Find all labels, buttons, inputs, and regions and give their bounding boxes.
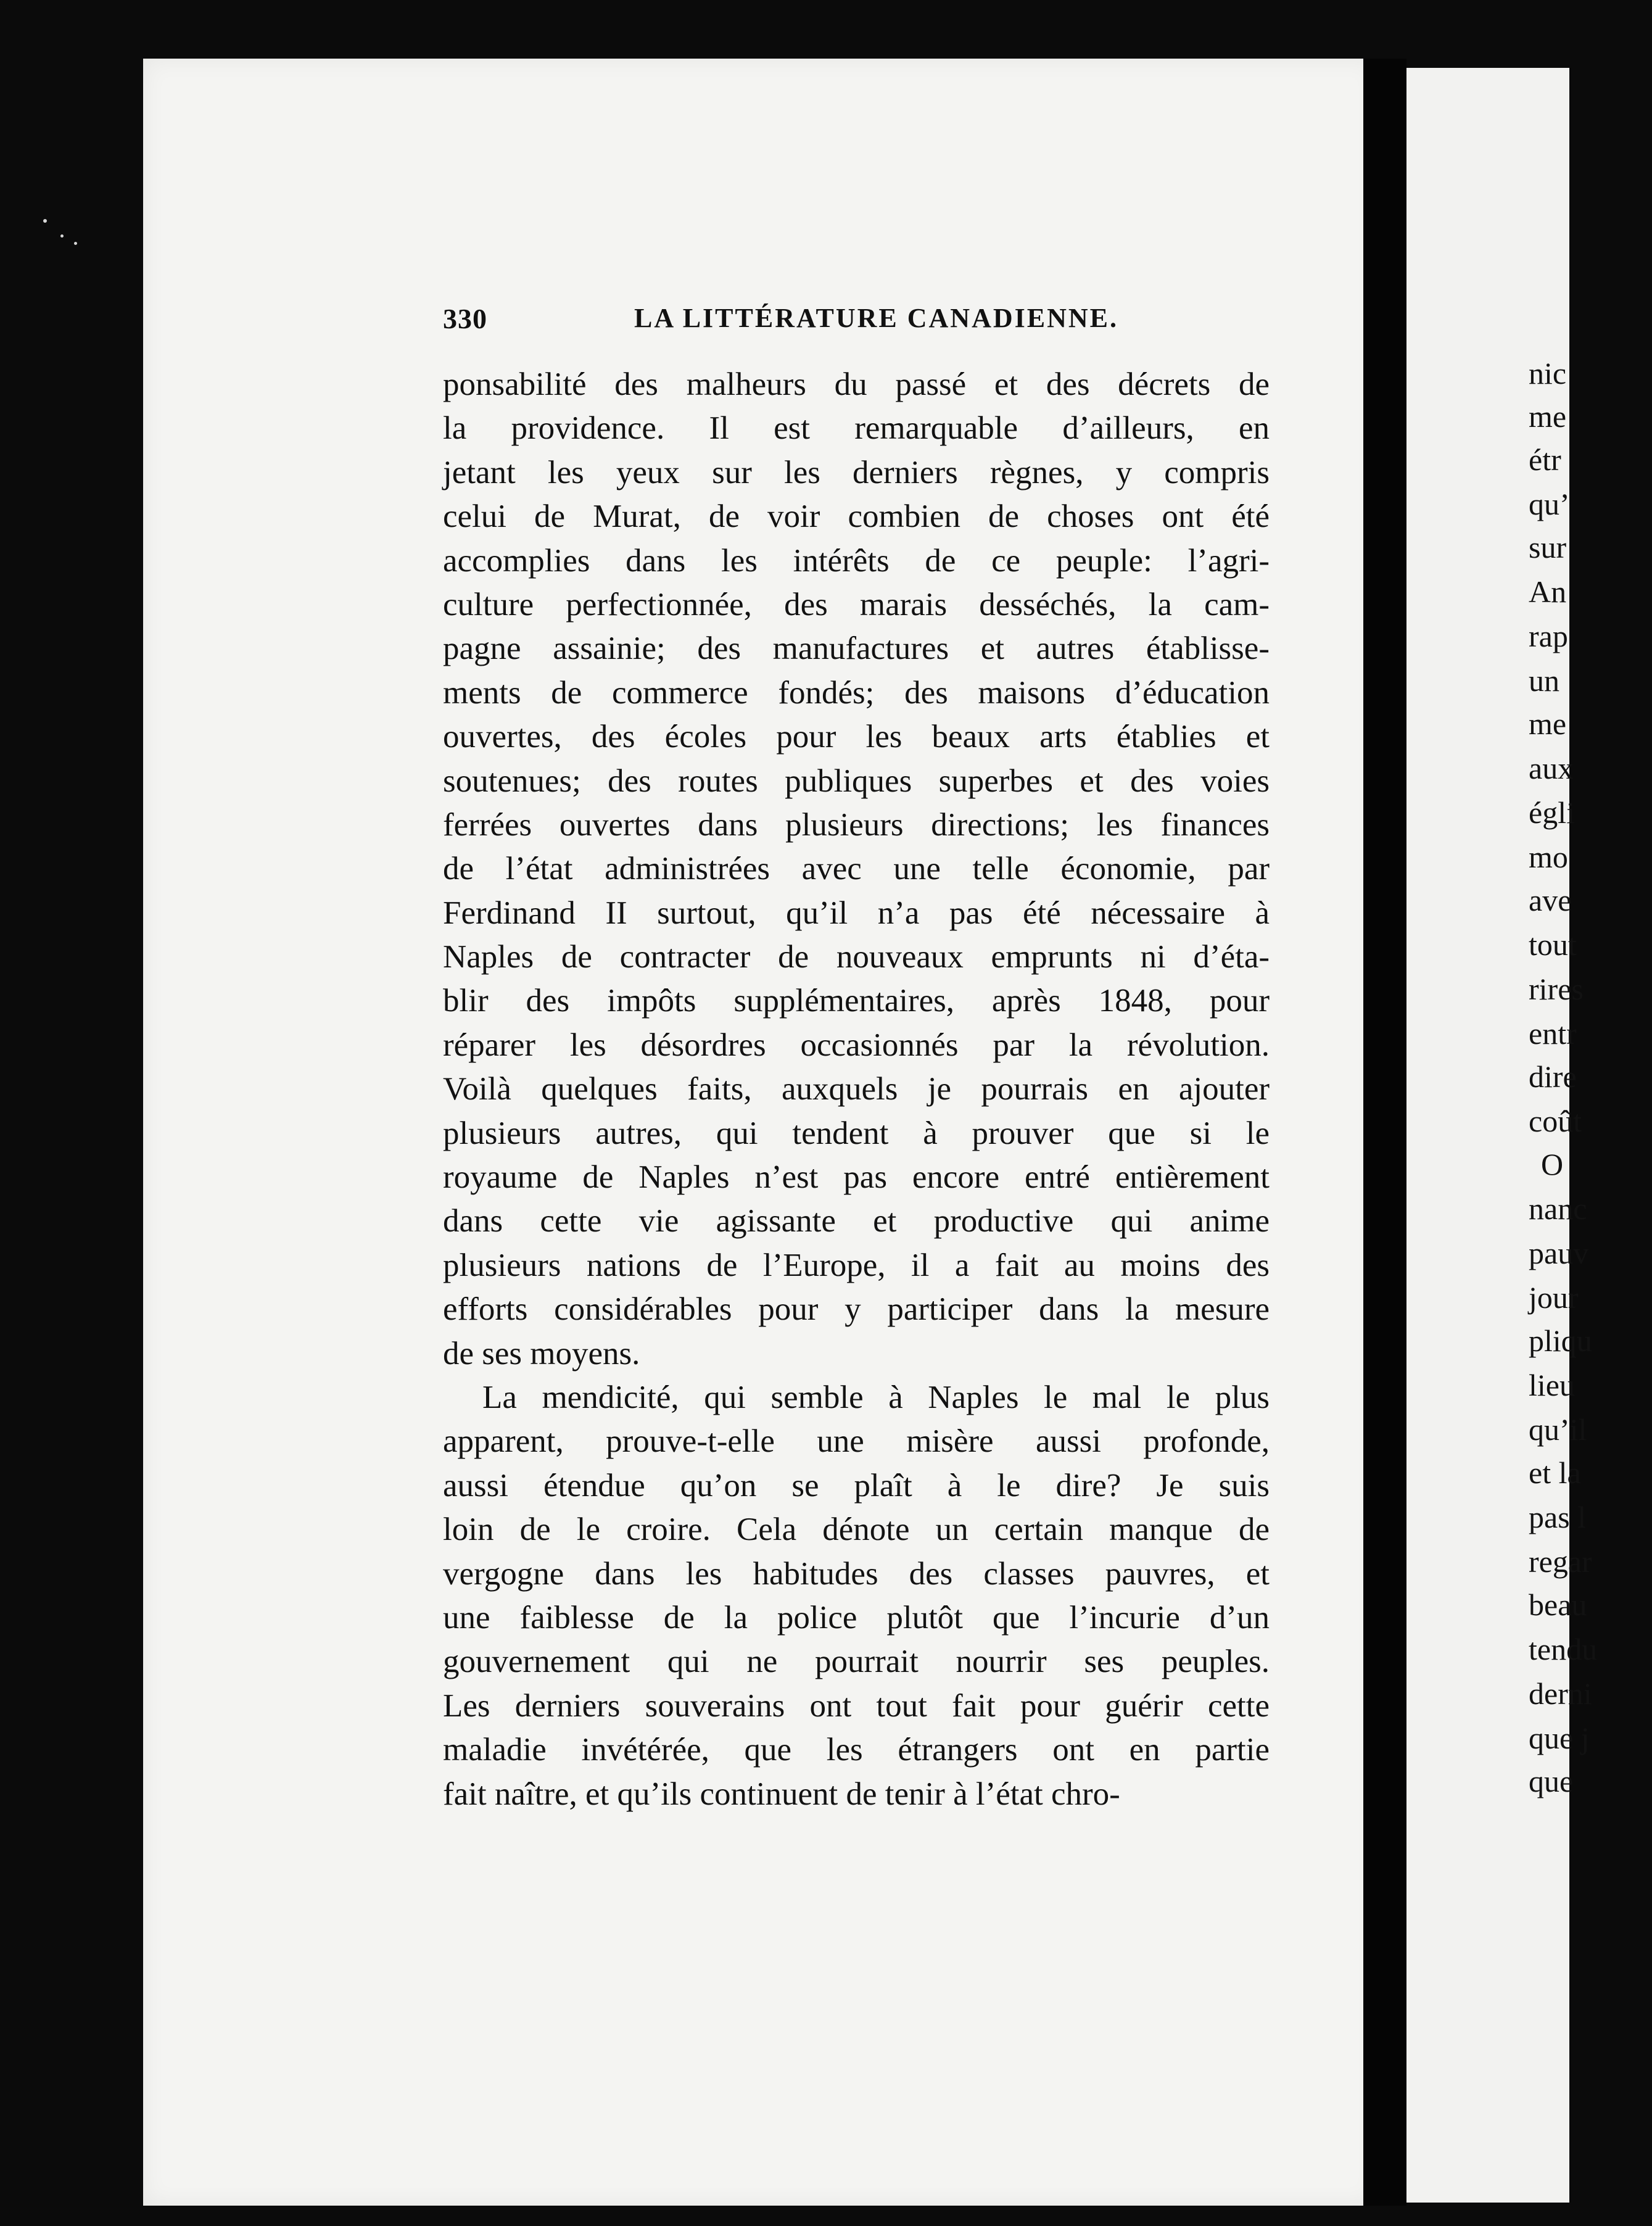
text-line: apparent, prouve-t-elle une misère aussi profonde,: [443, 1423, 1270, 1460]
facing-page-fragment: nanc: [1529, 1191, 1587, 1226]
text-line: la providence. Il est remarquable d’ailleurs, en: [443, 410, 1270, 447]
facing-page-fragment: me: [1529, 706, 1567, 741]
edge-speck: [74, 242, 77, 245]
facing-page-fragment: que: [1529, 1764, 1574, 1798]
facing-page-fragment: lieu: [1529, 1368, 1575, 1402]
text-line: Voilà quelques faits, auxquels je pourrais en ajouter: [443, 1071, 1270, 1107]
text-line: royaume de Naples n’est pas encore entré entièrement: [443, 1159, 1270, 1196]
text-line: celui de Murat, de voir combien de choses ont été: [443, 499, 1270, 535]
facing-page-fragment: tendu: [1529, 1632, 1598, 1666]
facing-page-fragment: étr: [1529, 442, 1561, 477]
facing-page-fragment: sur: [1529, 530, 1567, 565]
facing-page-fragment: An: [1529, 574, 1567, 609]
edge-speck: [60, 234, 64, 238]
text-line: de ses moyens.: [443, 1335, 640, 1372]
facing-page-fragment: nic: [1529, 356, 1567, 391]
text-line: de l’état administrées avec une telle économie, par: [443, 851, 1270, 887]
text-line: fait naître, et qu’ils continuent de tenir à l’état chro-: [443, 1776, 1120, 1812]
text-line: réparer les désordres occasionnés par la révolution.: [443, 1027, 1270, 1063]
text-line: Naples de contracter de nouveaux emprunts ni d’éta-: [443, 939, 1270, 975]
facing-page-fragment: pas l: [1529, 1500, 1587, 1534]
text-line: blir des impôts supplémentaires, après 1848, pour: [443, 983, 1270, 1019]
facing-page-fragment: entr: [1529, 1016, 1577, 1051]
text-line: Ferdinand II surtout, qu’il n’a pas été nécessaire à: [443, 895, 1270, 931]
text-line: dans cette vie agissante et productive qui anime: [443, 1203, 1270, 1239]
facing-page-fragment: tout: [1529, 927, 1577, 962]
facing-page-fragment: dire: [1529, 1059, 1577, 1094]
facing-page-fragment: me: [1529, 399, 1567, 434]
facing-page-fragment: mo: [1529, 840, 1568, 874]
facing-page-fragment: pliqu: [1529, 1323, 1592, 1358]
facing-page-fragment: aux: [1529, 751, 1574, 785]
page-gutter: [1363, 59, 1406, 2206]
page-number: 330: [443, 303, 487, 334]
running-head: [443, 302, 1276, 339]
facing-page-fragment: rap: [1529, 619, 1568, 653]
text-line: Les derniers souverains ont tout fait pour guérir cette: [443, 1687, 1270, 1724]
text-line: ouvertes, des écoles pour les beaux arts établies et: [443, 719, 1270, 755]
text-line: efforts considérables pour y participer dans la mesure: [443, 1291, 1270, 1328]
text-line: vergogne dans les habitudes des classes pauvres, et: [443, 1555, 1270, 1592]
running-title: LA LITTÉRATURE CANADIENNE.: [634, 303, 1118, 333]
facing-page-fragment: jour: [1529, 1280, 1579, 1315]
edge-speck: [43, 219, 47, 223]
text-line: accomplies dans les intérêts de ce peuple: l’agri-: [443, 542, 1270, 579]
text-line: ments de commerce fondés; des maisons d’éducation: [443, 674, 1270, 711]
text-line: ferrées ouvertes dans plusieurs directions; les finances: [443, 806, 1270, 843]
body-text: [443, 363, 1270, 1816]
text-line: ponsabilité des malheurs du passé et des décrets de: [443, 366, 1270, 402]
facing-page-fragment: derni: [1529, 1676, 1592, 1711]
facing-page-fragment: beau: [1529, 1587, 1587, 1622]
facing-page-fragment: qu’: [1529, 487, 1570, 521]
facing-page-fragment: ave: [1529, 883, 1572, 917]
facing-page-fragment: regar: [1529, 1544, 1592, 1579]
text-line: loin de le croire. Cela dénote un certain manque de: [443, 1512, 1270, 1548]
text-line: culture perfectionnée, des marais desséchés, la cam-: [443, 586, 1270, 623]
text-line: une faiblesse de la police plutôt que l’incurie d’un: [443, 1599, 1270, 1636]
text-line: jetant les yeux sur les derniers règnes, y compris: [443, 454, 1270, 490]
facing-page-fragment: et la: [1529, 1455, 1581, 1490]
facing-page-fragment: pauv: [1529, 1236, 1589, 1270]
facing-page-fragment: O: [1541, 1147, 1564, 1181]
text-line: soutenues; des routes publiques superbes et des voies: [443, 763, 1270, 799]
facing-page-fragment: rires: [1529, 972, 1584, 1006]
text-line: gouvernement qui ne pourrait nourrir ses peuples.: [443, 1644, 1270, 1680]
text-line: La mendicité, qui semble à Naples le mal le plus: [482, 1379, 1270, 1415]
facing-page-fragment: qu’il: [1529, 1412, 1587, 1447]
text-line: pagne assainie; des manufactures et autres établisse-: [443, 631, 1270, 667]
text-line: plusieurs autres, qui tendent à prouver que si le: [443, 1115, 1270, 1151]
text-line: maladie invétérée, que les étrangers ont en partie: [443, 1732, 1270, 1768]
facing-page-fragment: un: [1529, 663, 1559, 698]
facing-page-fragment: égli: [1529, 795, 1575, 830]
facing-page-fragment: coût: [1529, 1104, 1582, 1138]
text-line: aussi étendue qu’on se plaît à le dire? Je suis: [443, 1467, 1270, 1504]
text-line: plusieurs nations de l’Europe, il a fait au moins des: [443, 1247, 1270, 1283]
facing-page-fragment: que j: [1529, 1721, 1590, 1755]
